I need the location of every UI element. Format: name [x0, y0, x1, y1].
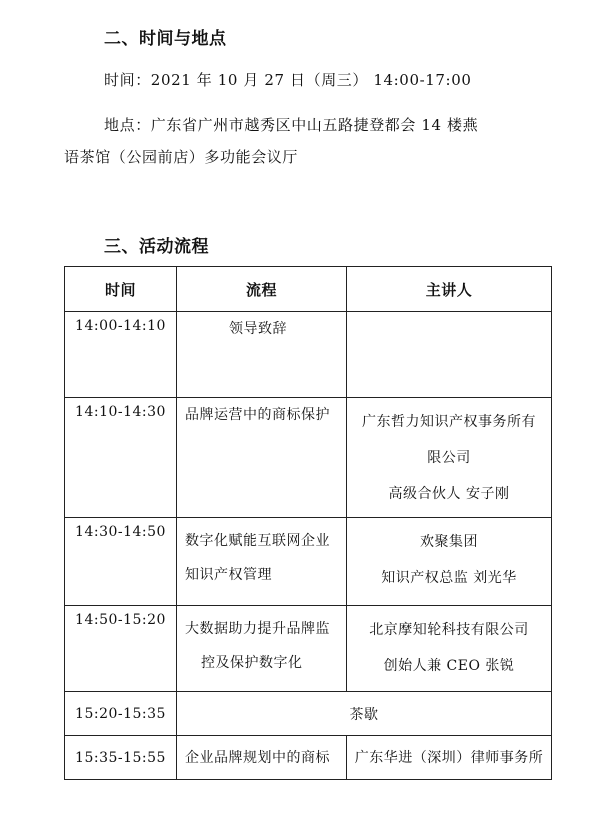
speaker-line: 北京摩知轮科技有限公司	[369, 622, 529, 638]
flow-line: 领导致辞	[229, 321, 287, 337]
location-line-1: 地点：广东省广州市越秀区中山五路捷登都会 14 楼燕	[104, 116, 479, 134]
speaker-line: 知识产权总监 刘光华	[381, 570, 517, 586]
flow-line: 数字化赋能互联网企业	[185, 533, 330, 549]
speaker-line: 广东哲力知识产权事务所有	[362, 414, 536, 430]
speaker-line: 高级合伙人 安子刚	[388, 486, 510, 502]
flow-line: 知识产权管理	[185, 567, 272, 583]
table-row	[65, 606, 552, 692]
header-flow: 流程	[177, 267, 347, 312]
row-speaker	[347, 606, 552, 692]
header-speaker: 主讲人	[347, 267, 552, 312]
flow-line: 企业品牌规划中的商标	[185, 749, 330, 766]
speaker-line: 创始人兼 CEO 张锐	[383, 658, 515, 674]
table-row	[65, 518, 552, 606]
row-flow	[177, 518, 347, 606]
section-heading-schedule: 三、活动流程	[104, 237, 209, 257]
header-time: 时间	[65, 267, 177, 312]
row-time: 15:20-15:35	[65, 692, 177, 736]
row-speaker	[347, 518, 552, 606]
row-time: 15:35-15:55	[65, 736, 177, 780]
location-line-2: 语茶馆（公园前店）多功能会议厅	[64, 148, 299, 166]
flow-line: 控及保护数字化	[201, 655, 303, 671]
row-flow	[177, 312, 347, 398]
row-time: 14:10-14:30	[65, 398, 177, 518]
table-header-row	[65, 267, 552, 312]
table-row	[65, 692, 552, 736]
table-row	[65, 312, 552, 398]
row-tea-break: 茶歇	[177, 692, 552, 736]
time-line: 时间：2021 年 10 月 27 日（周三） 14:00-17:00	[104, 71, 472, 89]
row-time: 14:00-14:10	[65, 312, 177, 398]
speaker-line: 广东华进（深圳）律师事务所	[354, 749, 544, 766]
row-speaker	[347, 398, 552, 518]
row-flow	[177, 398, 347, 518]
schedule-table	[64, 266, 552, 780]
speaker-line: 欢聚集团	[420, 534, 478, 550]
speaker-line: 限公司	[427, 450, 471, 466]
section-heading-time-location: 二、时间与地点	[104, 29, 227, 49]
row-time: 14:50-15:20	[65, 606, 177, 692]
table-row	[65, 398, 552, 518]
flow-line: 品牌运营中的商标保护	[185, 407, 330, 423]
row-flow	[177, 606, 347, 692]
flow-line: 大数据助力提升品牌监	[185, 621, 330, 637]
row-flow	[177, 736, 347, 780]
row-speaker	[347, 736, 552, 780]
row-time: 14:30-14:50	[65, 518, 177, 606]
row-speaker	[347, 312, 552, 398]
table-row	[65, 736, 552, 780]
